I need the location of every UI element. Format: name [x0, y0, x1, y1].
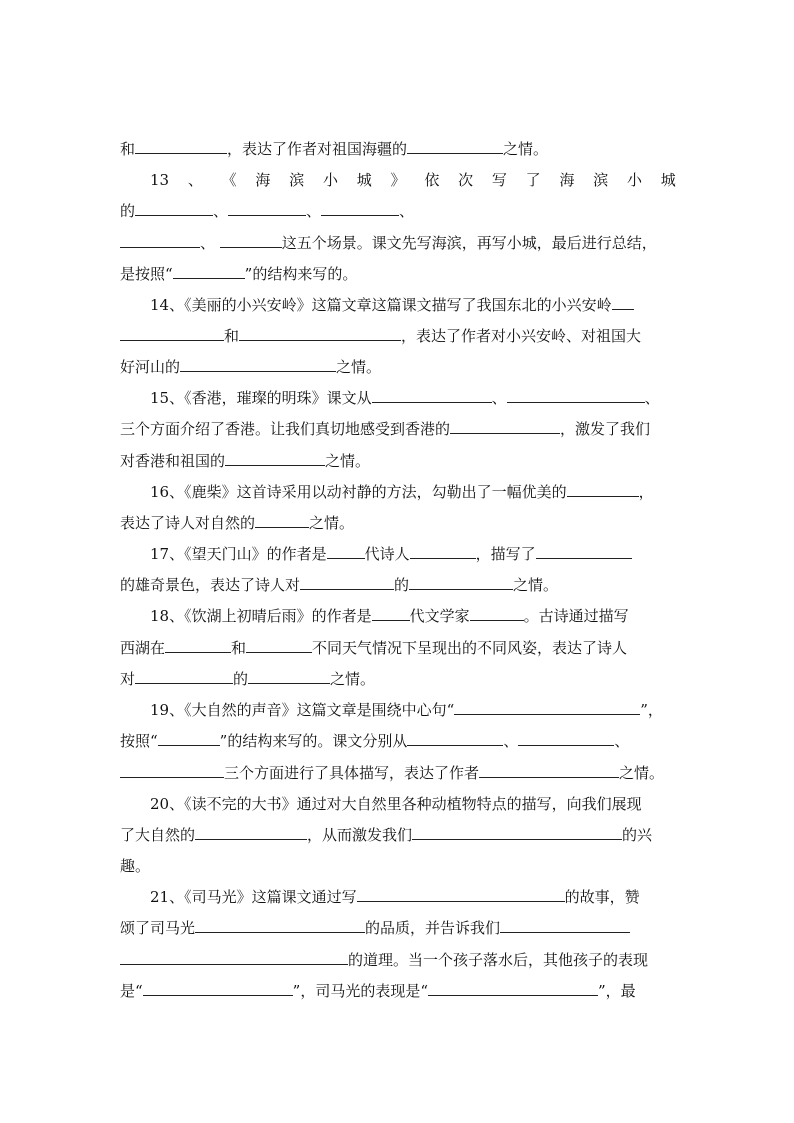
text: 对 [120, 670, 136, 688]
text: 和 [231, 639, 247, 657]
answer-blank[interactable] [412, 824, 622, 840]
text: 趣。 [120, 857, 151, 875]
answer-blank[interactable] [225, 450, 325, 466]
text: 海 [255, 171, 271, 189]
text: 、 [187, 171, 203, 189]
text: 表达了诗人对自然的 [120, 514, 256, 532]
text: 依 [424, 171, 440, 189]
text: ，表达了作者对祖国海疆的 [227, 140, 408, 158]
text: 的 [394, 576, 410, 594]
text: 不同天气情况下呈现出的不同风姿，表达了诗人 [312, 639, 628, 657]
answer-blank[interactable] [248, 668, 330, 684]
answer-blank[interactable] [239, 325, 401, 341]
question-21-line-1 [150, 886, 676, 908]
text: 海 [559, 171, 575, 189]
answer-blank[interactable] [220, 232, 282, 248]
answer-blank[interactable] [410, 543, 476, 559]
answer-blank[interactable] [507, 387, 645, 403]
text: 15、《香港，璀璨的明珠》课文从 [150, 389, 372, 407]
question-21-line-2 [120, 917, 676, 939]
answer-blank[interactable] [612, 294, 634, 310]
question-18-line-3 [120, 668, 676, 690]
text: 21、《司马光》这篇课文通过写 [150, 888, 357, 906]
answer-blank[interactable] [536, 543, 632, 559]
text: 了 [525, 171, 541, 189]
question-19-line-1 [150, 699, 676, 721]
text: 20、《读不完的大书》通过对大自然里各种动植物特点的描写，向我们展现 [150, 795, 642, 813]
question-20-line-2 [120, 824, 676, 846]
text: 好河山的 [120, 358, 181, 376]
question-16-line-1 [150, 481, 676, 503]
text: ，从而激发我们 [307, 826, 413, 844]
question-14-line-2 [120, 325, 676, 347]
text: 城 [660, 171, 676, 189]
answer-blank[interactable] [173, 263, 245, 279]
question-19-line-2 [120, 730, 676, 752]
answer-blank[interactable] [135, 668, 233, 684]
text: 的品质，并告诉我们 [365, 919, 501, 937]
question-19-line-3 [120, 762, 676, 784]
text: 之情。 [513, 576, 559, 594]
text: 按照“ [120, 732, 158, 750]
question-20-line-3 [120, 855, 676, 877]
question-17-line-1 [150, 543, 676, 565]
text: 《 [221, 171, 237, 189]
question-21-line-4 [120, 980, 676, 1002]
answer-blank[interactable] [120, 762, 224, 778]
text: ”，司马光的表现是“ [292, 982, 429, 1000]
answer-blank[interactable] [195, 824, 307, 840]
text: 之情。 [309, 514, 355, 532]
question-13-line-1 [150, 169, 676, 191]
answer-blank[interactable] [567, 481, 639, 497]
text: ，表达了作者对小兴安岭、对祖国大 [401, 327, 642, 345]
answer-blank[interactable] [255, 512, 309, 528]
text: 、 [503, 732, 519, 750]
question-13-line-2 [120, 200, 676, 222]
text: 的雄奇景色，表达了诗人对 [120, 576, 301, 594]
answer-blank[interactable] [470, 605, 524, 621]
text: 。古诗通过描写 [523, 607, 629, 625]
text: ”的结构来写的。 [244, 265, 358, 283]
answer-blank[interactable] [135, 200, 213, 216]
answer-blank[interactable] [518, 730, 614, 746]
question-20-line-1 [150, 793, 676, 815]
answer-blank[interactable] [195, 917, 365, 933]
text: 代诗人 [364, 545, 410, 563]
answer-blank[interactable] [120, 325, 224, 341]
answer-blank[interactable] [321, 200, 399, 216]
text: 西湖在 [120, 639, 166, 657]
question-18-line-1 [150, 605, 676, 627]
answer-blank[interactable] [407, 730, 503, 746]
text: 和 [120, 140, 136, 158]
answer-blank[interactable] [165, 637, 231, 653]
question-16-line-2 [120, 512, 676, 534]
text: ，描写了 [475, 545, 536, 563]
text: 14、《美丽的小兴安岭》这篇文章这篇课文描写了我国东北的小兴安岭 [150, 296, 612, 314]
text: 的道理。当一个孩子落水后，其他孩子的表现 [348, 951, 649, 969]
text: 》 [390, 171, 406, 189]
text: 滨 [289, 171, 305, 189]
answer-blank[interactable] [228, 200, 306, 216]
answer-blank[interactable] [428, 980, 598, 996]
text: 颂了司马光 [120, 919, 196, 937]
text: 19、《大自然的声音》这篇文章是围绕中心句“ [150, 701, 455, 719]
answer-blank[interactable] [120, 232, 200, 248]
text: 、 [306, 202, 322, 220]
answer-blank[interactable] [450, 418, 560, 434]
text: 之情。 [325, 452, 371, 470]
text: 了大自然的 [120, 826, 196, 844]
text: 18、《饮湖上初晴后雨》的作者是 [150, 607, 372, 625]
question-13-line-3 [120, 232, 676, 254]
answer-blank[interactable] [479, 762, 619, 778]
answer-blank[interactable] [407, 138, 503, 154]
text: 次 [458, 171, 474, 189]
question-21-line-3 [120, 949, 676, 971]
question-15-line-2 [120, 418, 676, 440]
answer-blank[interactable] [372, 387, 492, 403]
text: 代文学家 [409, 607, 470, 625]
text: 和 [224, 327, 240, 345]
question-15-line-3 [120, 450, 676, 472]
text: 的 [120, 202, 136, 220]
text: 之情。 [619, 764, 665, 782]
text: 、 [614, 732, 630, 750]
question-17-line-2 [120, 574, 676, 596]
text: 对香港和祖国的 [120, 452, 226, 470]
text: 之情。 [330, 670, 376, 688]
answer-blank[interactable] [120, 949, 348, 965]
text: 是“ [120, 982, 143, 1000]
text: ， [638, 483, 654, 501]
answer-blank[interactable] [143, 980, 293, 996]
text: 、 [213, 202, 229, 220]
answer-blank[interactable] [454, 699, 640, 715]
text: 这五个场景。课文先写海滨，再写小城，最后进行总结， [281, 234, 657, 252]
text: 是按照“ [120, 265, 173, 283]
text: 小 [322, 171, 338, 189]
text: 之情。 [503, 140, 549, 158]
answer-blank[interactable] [357, 886, 565, 902]
answer-blank[interactable] [300, 574, 394, 590]
text: ”的结构来写的。课文分别从 [219, 732, 408, 750]
text: 三个方面进行了具体描写，表达了作者 [224, 764, 480, 782]
answer-blank[interactable] [135, 138, 227, 154]
text: 、 [399, 202, 415, 220]
text: 17、《望天门山》的作者是 [150, 545, 327, 563]
text: 、 [644, 389, 660, 407]
answer-blank[interactable] [327, 543, 365, 559]
question-12-line-2 [120, 138, 676, 160]
question-14-line-1 [150, 294, 676, 316]
question-14-line-3 [120, 356, 676, 378]
answer-blank[interactable] [246, 637, 312, 653]
text: 之情。 [336, 358, 382, 376]
text: 三个方面介绍了香港。让我们真切地感受到香港的 [120, 420, 451, 438]
question-15-line-1 [150, 387, 676, 409]
answer-blank[interactable] [500, 917, 630, 933]
text: 小 [627, 171, 643, 189]
text: ，激发了我们 [560, 420, 651, 438]
text: 16、《鹿柴》这首诗采用以动衬静的方法，勾勒出了一幅优美的 [150, 483, 567, 501]
answer-blank[interactable] [158, 730, 220, 746]
text: 的 [233, 670, 249, 688]
text: ”， [640, 701, 663, 719]
answer-blank[interactable] [372, 605, 410, 621]
text: 城 [356, 171, 372, 189]
text: ”，最 [598, 982, 636, 1000]
answer-blank[interactable] [409, 574, 513, 590]
text: 的故事，赞 [564, 888, 640, 906]
question-number: 13 [150, 171, 170, 189]
question-18-line-2 [120, 637, 676, 659]
text: 滨 [593, 171, 609, 189]
text: 、 [491, 389, 507, 407]
answer-blank[interactable] [180, 356, 336, 372]
question-13-line-4 [120, 263, 676, 285]
text: 的兴 [622, 826, 653, 844]
text: 写 [491, 171, 507, 189]
text: 、 [200, 234, 216, 252]
